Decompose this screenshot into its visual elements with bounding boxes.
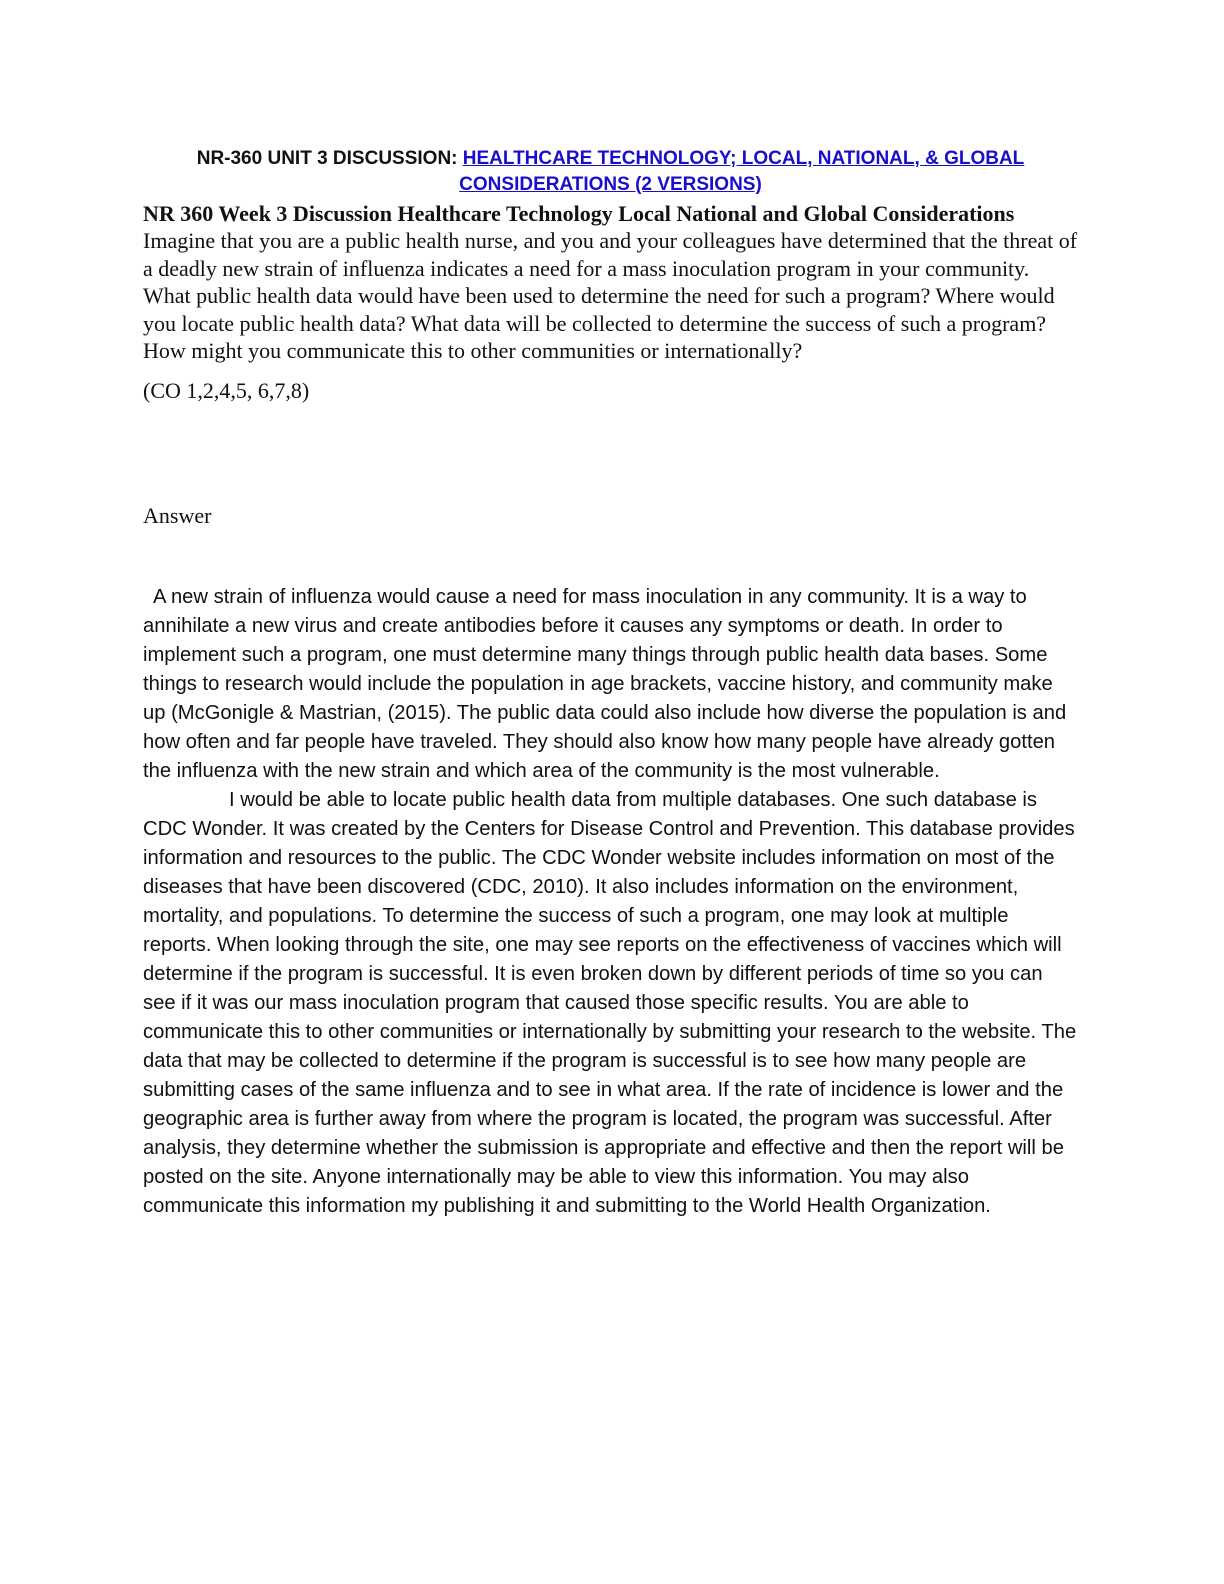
header-link[interactable]: HEALTHCARE TECHNOLOGY; LOCAL, NATIONAL, & GLOBAL CONSIDERATIONS (2 VERSIONS) [459, 148, 1025, 195]
document-title: NR 360 Week 3 Discussion Healthcare Technology Local National and Global Considerations [143, 201, 1015, 226]
course-outcomes: (CO 1,2,4,5, 6,7,8) [143, 377, 310, 403]
answer-label: Answer [143, 502, 212, 528]
answer-paragraph-2: I would be able to locate public health data from multiple databases. One such database is CDC Wonder. It was created by the Centers for Disease Control and Prevention. This database provides information and resources to the public. The CDC Wonder website includes information on most of the diseases that have been discovered (CDC, 2010). It also includes information on the environment, mortality, and populations. To determine the success of such a program, one may look at multiple reports. When looking through the site, one may see reports on the effectiveness of vaccines which will determine if the program is successful. It is even broken down by different periods of time so you can see if it was our mass inoculation program that caused those specific results. You are able to communicate this to other communities or internationally by submitting your research to the website. The data that may be collected to determine if the program is successful is to see how many people are submitting cases of the same influenza and to see in what area. If the rate of incidence is lower and the geographic area is further away from where the program is located, the program was successful. After analysis, they determine whether the submission is appropriate and effective and then the report will be posted on the site. Anyone internationally may be able to view this information. You may also communicate this information my publishing it and submitting to the World Health Organization. [143, 788, 1077, 1217]
document-header [143, 146, 1078, 198]
answer-paragraph-1: A new strain of influenza would cause a need for mass inoculation in any community. It is a way to annihilate a new virus and create antibodies before it causes any symptoms or death. In order to implement such a program, one must determine many things through public health data bases. Some things to research would include the population in age brackets, vaccine history, and community make up (McGonigle & Mastrian, (2015). The public data could also include how diverse the population is and how often and far people have traveled. They should also know how many people have already gotten the influenza with the new strain and which area of the community is the most vulnerable. [143, 585, 1067, 782]
discussion-question: Imagine that you are a public health nurse, and you and your colleagues have determined that the threat of a deadly new strain of influenza indicates a need for a mass inoculation program in your community. What public health data would have been used to determine the need for such a program? Where would you locate public health data? What data will be collected to determine the success of such a program? How might you communicate this to other communities or internationally? [143, 228, 1078, 364]
document-page [143, 146, 1078, 1221]
header-prefix: NR-360 UNIT 3 DISCUSSION: [196, 148, 463, 169]
